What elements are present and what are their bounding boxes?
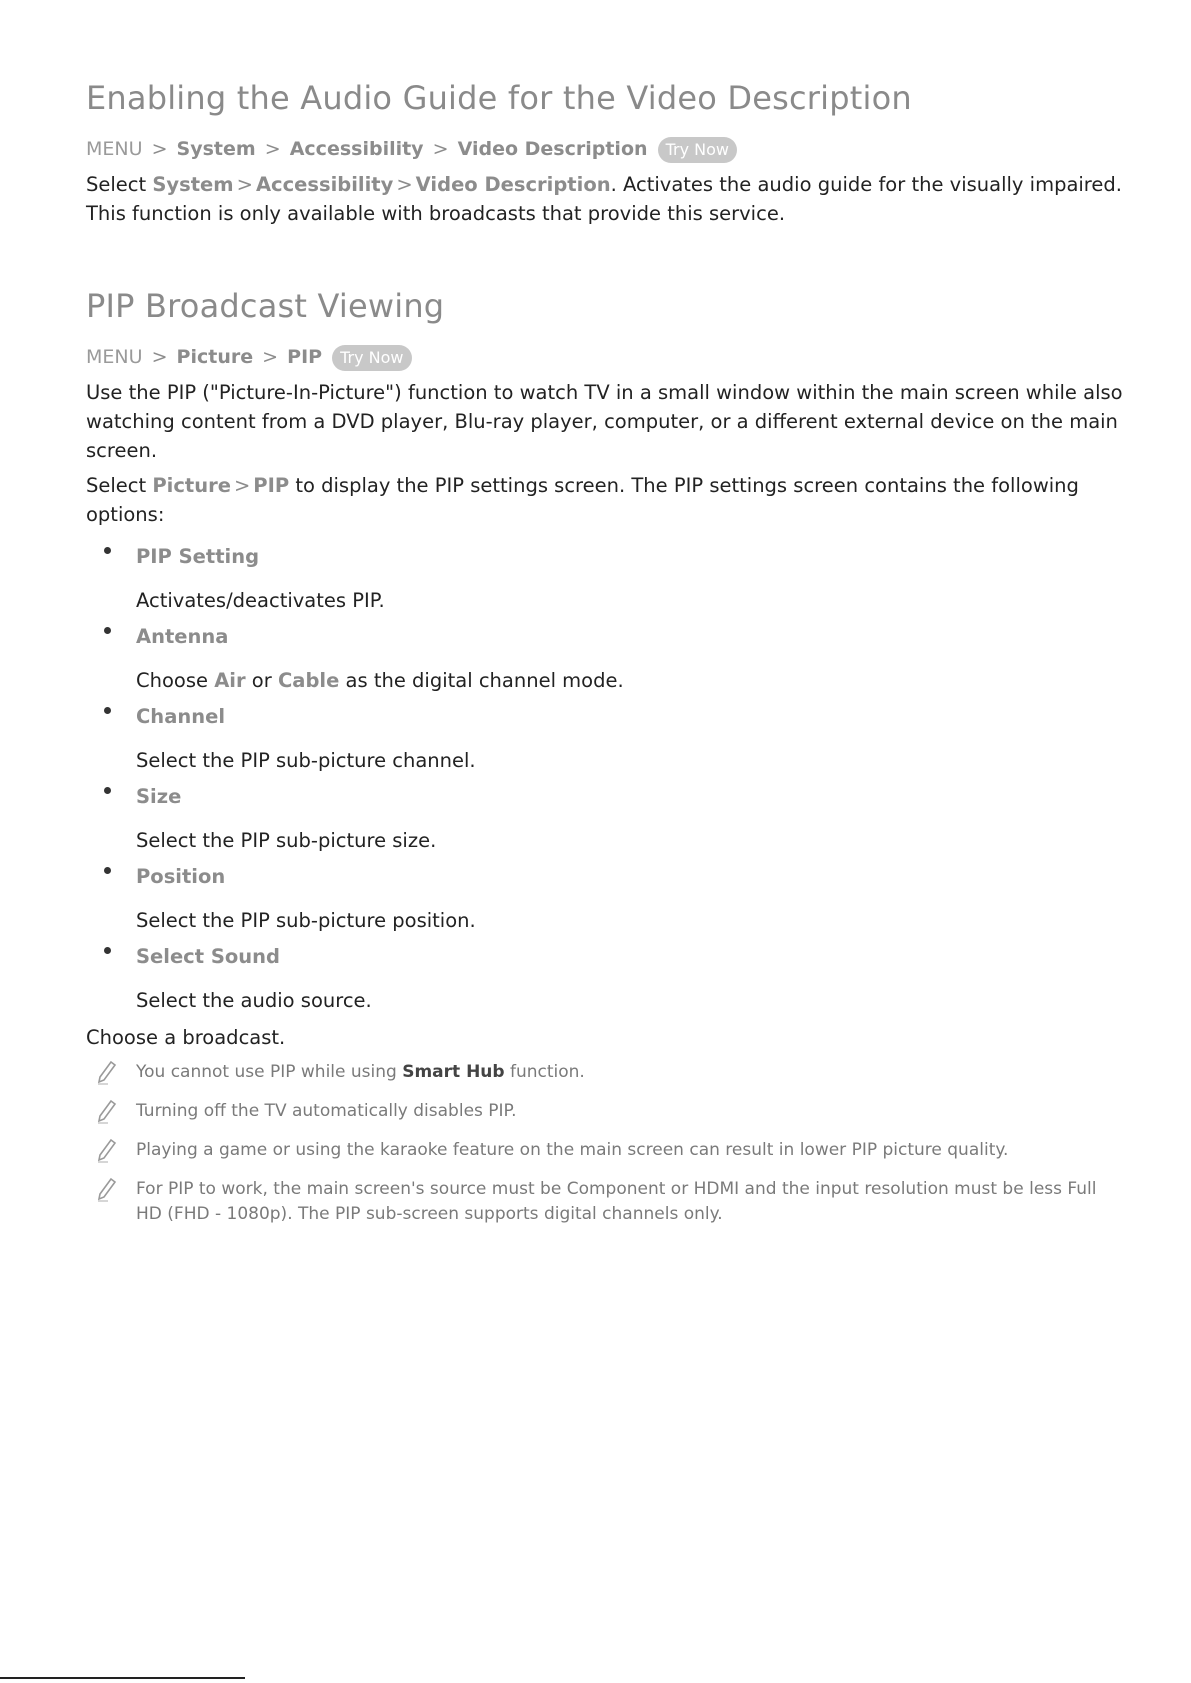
hl-system: System <box>152 173 234 196</box>
list-item <box>86 535 1126 615</box>
hl-cable: Cable <box>277 669 340 692</box>
option-title-channel: Channel <box>136 705 226 728</box>
bullet-icon <box>104 707 111 714</box>
option-desc <box>136 666 1126 695</box>
try-now-button[interactable]: Try Now <box>332 345 411 371</box>
list-item <box>86 775 1126 855</box>
pip-section <box>86 284 1126 1227</box>
menu-path-pip <box>86 342 1126 372</box>
text: Choose <box>136 669 215 692</box>
separator: > <box>233 474 251 497</box>
section-title-pip: PIP Broadcast Viewing <box>86 287 445 325</box>
note-item <box>86 1099 1126 1124</box>
hl-picture: Picture <box>152 474 231 497</box>
path-item-picture: Picture <box>176 346 254 368</box>
audio-guide-description <box>86 170 1126 228</box>
path-item-accessibility: Accessibility <box>289 138 424 160</box>
page-content <box>86 76 1126 1241</box>
hl-pip: PIP <box>253 474 290 497</box>
pip-intro: Use the PIP ("Picture-In-Picture") function to watch TV in a small window within the main screen while also watching content from a DVD player, Blu-ray player, computer, or a different external device on the main screen. <box>86 381 1123 462</box>
bullet-icon <box>104 627 111 634</box>
menu-path-audio-guide <box>86 134 1126 164</box>
hl-accessibility: Accessibility <box>255 173 394 196</box>
separator: > <box>151 346 168 368</box>
try-now-button[interactable]: Try Now <box>658 137 737 163</box>
section-title-audio-guide: Enabling the Audio Guide for the Video Description <box>86 79 912 117</box>
option-title-select-sound: Select Sound <box>136 945 281 968</box>
choose-broadcast: Choose a broadcast. <box>86 1026 286 1049</box>
bullet-icon <box>104 867 111 874</box>
text: Select <box>86 474 153 497</box>
notes-list <box>86 1060 1126 1227</box>
text: Select <box>86 173 153 196</box>
menu-root: MENU <box>86 346 143 368</box>
list-item <box>86 615 1126 695</box>
separator: > <box>264 138 281 160</box>
option-title-pip-setting: PIP Setting <box>136 545 260 568</box>
text: function. <box>504 1062 585 1082</box>
note-item <box>86 1138 1126 1163</box>
option-desc: Select the PIP sub-picture channel. <box>136 749 476 772</box>
text: or <box>245 669 278 692</box>
bullet-icon <box>104 787 111 794</box>
text: Turning off the TV automatically disables PIP. <box>136 1101 517 1121</box>
option-title-position: Position <box>136 865 226 888</box>
hl-smart-hub: Smart Hub <box>402 1062 505 1082</box>
bullet-icon <box>104 947 111 954</box>
path-item-system: System <box>176 138 256 160</box>
text: For PIP to work, the main screen's source must be Component or HDMI and the input resolution must be less Full HD (FHD - 1080p). The PIP sub-screen supports digital channels only. <box>136 1179 1097 1224</box>
pencil-icon <box>96 1177 118 1203</box>
option-desc: Activates/deactivates PIP. <box>136 589 385 612</box>
separator: > <box>396 173 413 196</box>
option-desc: Select the PIP sub-picture position. <box>136 909 476 932</box>
pencil-icon <box>96 1138 118 1164</box>
note-item <box>86 1177 1126 1227</box>
list-item <box>86 695 1126 775</box>
bullet-icon <box>104 547 111 554</box>
list-item <box>86 855 1126 935</box>
text: . Activates the audio guide for the visually impaired. This function is only available with broadcasts that provide this service. <box>86 173 1122 225</box>
separator: > <box>151 138 168 160</box>
list-item <box>86 935 1126 1015</box>
text: as the digital channel mode. <box>339 669 624 692</box>
option-title-antenna: Antenna <box>136 625 229 648</box>
pencil-icon <box>96 1060 118 1086</box>
hl-video-description: Video Description <box>415 173 611 196</box>
note-item <box>86 1060 1126 1085</box>
separator: > <box>236 173 253 196</box>
path-item-video-description: Video Description <box>457 138 648 160</box>
option-desc: Select the PIP sub-picture size. <box>136 829 437 852</box>
separator: > <box>432 138 449 160</box>
menu-root: MENU <box>86 138 143 160</box>
separator: > <box>262 346 279 368</box>
option-title-size: Size <box>136 785 182 808</box>
footer-rule <box>0 1677 245 1679</box>
pip-options-list <box>86 535 1126 1015</box>
path-item-pip: PIP <box>287 346 323 368</box>
text: Playing a game or using the karaoke feature on the main screen can result in lower PIP picture quality. <box>136 1140 1009 1160</box>
text: You cannot use PIP while using <box>136 1062 403 1082</box>
option-desc: Select the audio source. <box>136 989 372 1012</box>
pip-select-instruction <box>86 471 1126 529</box>
text: to display the PIP settings screen. The PIP settings screen contains the following options: <box>86 474 1079 526</box>
pencil-icon <box>96 1099 118 1125</box>
hl-air: Air <box>214 669 246 692</box>
